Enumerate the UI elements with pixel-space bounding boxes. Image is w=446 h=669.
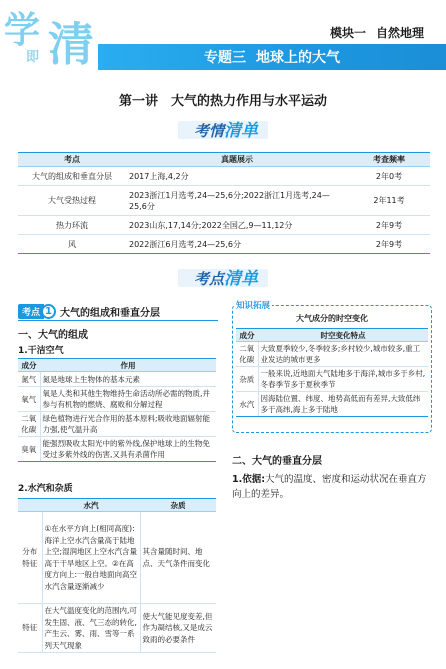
- exam-cell: 2023山东,17,14分;2022全国乙,9—11,12分: [126, 216, 348, 235]
- topic-banner: [98, 44, 446, 70]
- dry-cell: 能强烈吸收太阳光中的紫外线,保护地球上的生物免受过多紫外线的伤害,又具有杀菌作用: [40, 437, 216, 462]
- point-section-badge: [178, 264, 268, 288]
- table-row: [18, 412, 216, 437]
- point-section-prefix: 考点: [194, 270, 225, 288]
- topic-name: 地球上的大气: [256, 50, 340, 66]
- subheading-dry-air: 1.干洁空气: [18, 346, 64, 356]
- variation-cell: 二氧化碳: [236, 342, 258, 367]
- lecture-title: 第一讲 大气的热力作用与水平运动: [118, 94, 327, 109]
- dry-cell: 氧气: [18, 387, 40, 412]
- exam-table-header: [18, 153, 430, 167]
- knowledge-extension-title: 大气成分的时空变化: [296, 314, 368, 323]
- exam-header-questions: 真题展示: [126, 153, 348, 167]
- module-number: 模块一: [330, 26, 367, 40]
- exam-cell: 大气受热过程: [18, 186, 126, 216]
- logo-char-2: 即: [26, 50, 40, 65]
- composition-variation-table: [236, 328, 428, 417]
- module-label: [330, 24, 424, 41]
- exam-cell: 2023浙江1月选考,24—25,6分;2022浙江1月选考,24—25,6分: [126, 186, 348, 216]
- divider: [18, 320, 218, 321]
- table-row: [18, 604, 216, 653]
- dry-header-function: 作用: [40, 359, 216, 372]
- water-cell: 使大气能见度变差,但作为凝结核,又是成云致雨的必要条件: [140, 604, 216, 653]
- dry-header-component: 成分: [18, 359, 40, 372]
- exam-header-point: 考点: [18, 153, 126, 167]
- table-row: [236, 342, 428, 367]
- basis-text: 大气的温度、密度和运动状况在垂直方向上的差异。: [232, 474, 427, 500]
- variation-header-component: 成分: [236, 329, 258, 342]
- exam-cell: 大气的组成和垂直分层: [18, 167, 126, 186]
- variation-cell: 一般来说,近地面大气陆地多于海洋,城市多于乡村,冬春季节多于夏秋季节: [258, 367, 428, 392]
- variation-cell: 大致夏季较少,冬季较多;乡村较少,城市较多,重工业发达的城市更多: [258, 342, 428, 367]
- basis-paragraph: [232, 472, 432, 502]
- knowledge-point-heading: [18, 302, 218, 320]
- water-header-vapor: 水汽: [42, 499, 140, 512]
- exam-section-badge: [178, 116, 268, 140]
- section-heading-vertical-layers: 二、大气的垂直分层: [232, 456, 322, 467]
- table-row: [18, 186, 430, 216]
- knowledge-point-number: 1: [41, 304, 56, 319]
- knowledge-point-title: 大气的组成和垂直分层: [60, 307, 161, 319]
- exam-cell: 2年11考: [348, 186, 430, 216]
- logo: [2, 2, 98, 72]
- table-row: [18, 167, 430, 186]
- exam-header-frequency: 考查频率: [348, 153, 430, 167]
- water-cell: 其含量随时间、地点、天气条件而变化: [140, 512, 216, 604]
- exam-cell: 热力环流: [18, 216, 126, 235]
- table-row: [18, 387, 216, 412]
- water-vapor-table: [18, 498, 216, 653]
- variation-header-feature: 时空变化特点: [258, 329, 428, 342]
- table-row: [18, 437, 216, 462]
- table-row: [18, 372, 216, 387]
- variation-cell: 水汽: [236, 392, 258, 417]
- exam-cell: 2年0考: [348, 167, 430, 186]
- exam-cell: 2022浙江6月选考,24—25,6分: [126, 235, 348, 254]
- dry-cell: 氮气: [18, 372, 40, 387]
- water-table-header: [18, 499, 216, 512]
- dry-cell: 二氧化碳: [18, 412, 40, 437]
- dry-cell: 臭氧: [18, 437, 40, 462]
- table-row: [18, 216, 430, 235]
- logo-char-3: 清: [48, 17, 94, 71]
- water-cell: ①在水平方向上(相同高度):海洋上空水汽含量高于陆地上空;湿润地区上空水汽含量高于干旱地区上空。②在高度方向上:一般自地面向高空水汽含量逐渐减少: [42, 512, 140, 604]
- water-cell: 在大气温度变化的范围内,可发生固、液、气三态的转化,产生云、雾、雨、雪等一系列天气现象: [42, 604, 140, 653]
- water-header-impurities: 杂质: [140, 499, 216, 512]
- dry-cell: 绿色植物进行光合作用的基本原料;吸收地面辐射能力强,使气温升高: [40, 412, 216, 437]
- variation-cell: 因海陆位置、纬度、地势高低而有差异,大致低纬多于高纬,海上多于陆地: [258, 392, 428, 417]
- water-cell: 特征: [18, 604, 42, 653]
- exam-table: [18, 152, 430, 254]
- module-name: 自然地理: [376, 26, 425, 40]
- exam-cell: 风: [18, 235, 126, 254]
- exam-cell: 2年9考: [348, 216, 430, 235]
- knowledge-point-label: 考点: [18, 304, 44, 319]
- dry-air-table-header: [18, 359, 216, 372]
- dry-cell: 氧是人类和其他生物维持生命活动所必需的物质,并参与有机物的燃烧、腐败和分解过程: [40, 387, 216, 412]
- table-row: [18, 512, 216, 604]
- exam-cell: 2年9考: [348, 235, 430, 254]
- section-heading-composition: 一、大气的组成: [18, 330, 88, 341]
- exam-cell: 2017上海,4,2分: [126, 167, 348, 186]
- dry-air-table: [18, 358, 216, 462]
- logo-char-1: 学: [4, 9, 41, 51]
- variation-cell: 杂质: [236, 367, 258, 392]
- subheading-water-vapor: 2.水汽和杂质: [18, 484, 73, 494]
- exam-section-suffix: 清单: [224, 121, 259, 141]
- table-row: [18, 235, 430, 254]
- table-row: [236, 392, 428, 417]
- water-cell: 分布特征: [18, 512, 42, 604]
- table-row: [236, 367, 428, 392]
- knowledge-extension-tag: 知识拓展: [236, 301, 271, 311]
- variation-table-header: [236, 329, 428, 342]
- basis-label: 1.依据:: [232, 474, 266, 485]
- exam-section-prefix: 考情: [194, 122, 225, 140]
- topic-number: 专题三: [204, 50, 246, 66]
- dry-cell: 氮是地球上生物体的基本元素: [40, 372, 216, 387]
- water-header-blank: [18, 499, 42, 512]
- point-section-suffix: 清单: [224, 269, 259, 289]
